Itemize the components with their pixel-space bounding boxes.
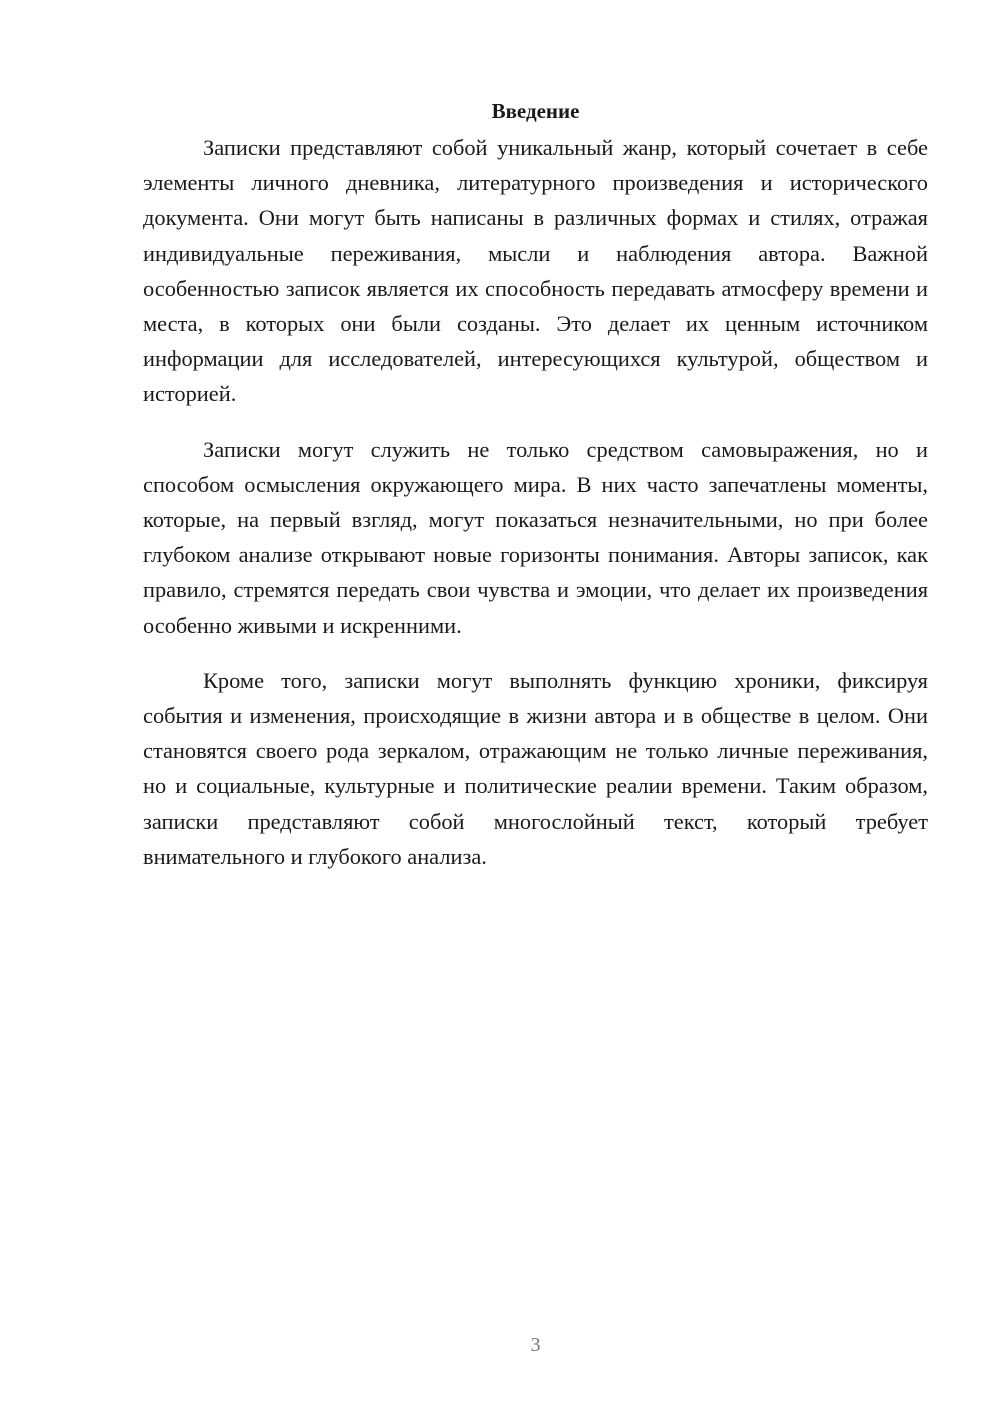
paragraph-1: Записки представляют собой уникальный жанр, который сочетает в себе элементы личного дневника, литературного произведения и исторического документа. Они могут быть написаны в различных формах и стилях, отражая индивидуальные переживания, мысли и наблюдения автора. Важной особенностью записок является их способность передавать атмосферу времени и места, в которых они были созданы. Это делает их ценным источником информации для исследователей, интересующихся культурой, обществом и историей. [143, 135, 928, 407]
paragraph-3: Кроме того, записки могут выполнять функцию хроники, фиксируя события и изменения, происходящие в жизни автора и в обществе в целом. Они становятся своего рода зеркалом, отражающим не только личные переживания, но и социальные, культурные и политические реалии времени. Таким образом, записки представляют собой многослойный текст, который требует внимательного и глубокого анализа. [143, 667, 928, 869]
page-title: Введение [491, 99, 580, 123]
page-number: 3 [530, 1334, 541, 1356]
document-page [143, 96, 928, 894]
paragraph-2: Записки могут служить не только средством самовыражения, но и способом осмысления окружающего мира. В них часто запечатлены моменты, которые, на первый взгляд, могут показаться незначительными, но при более глубоком анализе открывают новые горизонты понимания. Авторы записок, как правило, стремятся передать свои чувства и эмоции, что делает их произведения особенно живыми и искренними. [143, 436, 928, 638]
